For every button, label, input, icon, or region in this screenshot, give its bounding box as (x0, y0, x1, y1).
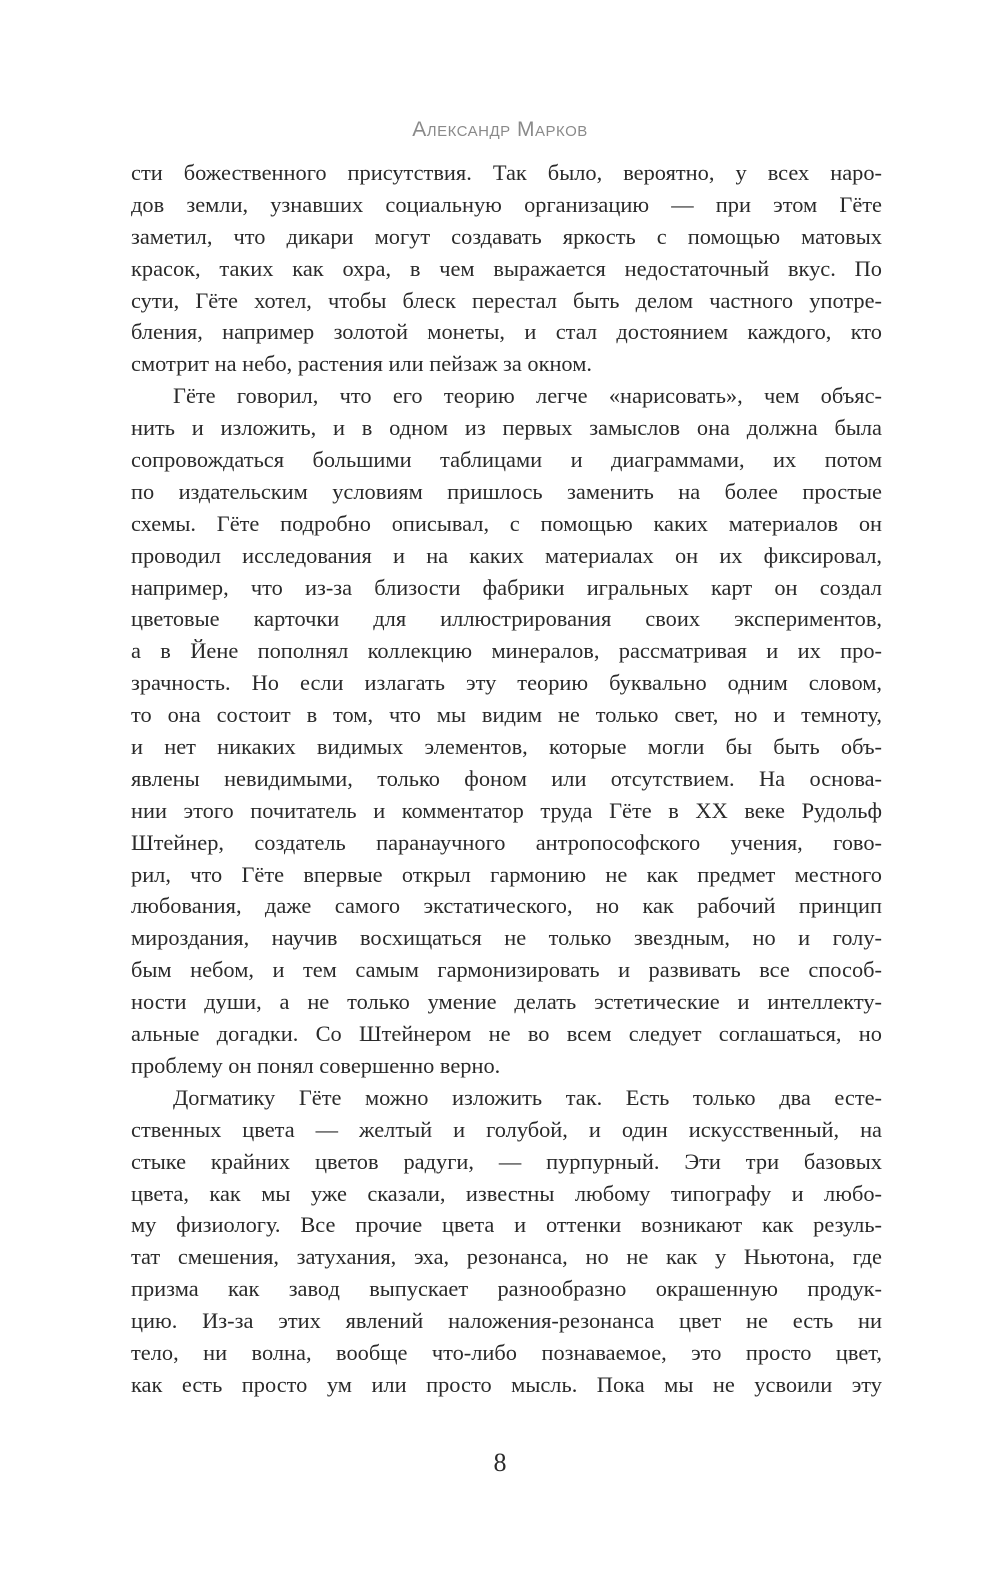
text-line: тат смешения, затухания, эха, резонанса, но не как у Ньютона, где (131, 1244, 882, 1270)
text-line: рил, что Гёте впервые открыл гармонию не как предмет местного (131, 861, 882, 887)
text-line: бления, например золотой монеты, и стал достоянием каждого, кто (131, 319, 882, 345)
text-line: красок, таких как охра, в чем выражается недостаточный вкус. По (131, 255, 882, 281)
text-line: смотрит на небо, растения или пейзаж за окном. (131, 351, 592, 377)
text-line: ственных цвета — желтый и голубой, и один искусственный, на (131, 1116, 882, 1142)
text-line: тело, ни волна, вообще что-либо познаваемое, это просто цвет, (131, 1339, 882, 1365)
text-line: по издательским условиям пришлось заменить на более простые (131, 478, 882, 504)
text-line: стыке крайних цветов радуги, — пурпурный. Эти три базовых (131, 1148, 882, 1174)
text-line: Штейнер, создатель паранаучного антропософского учения, гово- (131, 829, 882, 855)
text-line: заметил, что дикари могут создавать яркость с помощью матовых (131, 223, 882, 249)
text-line: Догматику Гёте можно изложить так. Есть только два есте- (173, 1084, 882, 1110)
text-line: ности души, а не только умение делать эстетические и интеллекту- (131, 989, 882, 1015)
text-line: проблему он понял совершенно верно. (131, 1052, 501, 1078)
text-line: то она состоит в том, что мы видим не только свет, но и темноту, (131, 702, 882, 728)
text-line: цию. Из-за этих явлений наложения-резонанса цвет не есть ни (131, 1308, 882, 1334)
text-line: цвета, как мы уже сказали, известны любому типографу и любо- (131, 1180, 882, 1206)
page-number: 8 (493, 1448, 507, 1477)
text-line: любования, даже самого экстатического, но как рабочий принцип (131, 893, 882, 919)
paragraph (131, 1082, 882, 1401)
text-line: мироздания, научив восхищаться не только звездным, но и голу- (131, 925, 882, 951)
text-line: цветовые карточки для иллюстрирования своих экспериментов, (131, 606, 882, 632)
text-line: и нет никаких видимых элементов, которые могли бы быть объ- (131, 734, 882, 760)
text-line: дов земли, узнавших социальную организацию — при этом Гёте (131, 191, 882, 217)
text-line: зрачность. Но если излагать эту теорию буквально одним словом, (131, 670, 882, 696)
text-line: например, что из-за близости фабрики игральных карт он создал (131, 574, 882, 600)
running-header: Александр Марков (412, 118, 588, 141)
text-line: сопровождаться большими таблицами и диаграммами, их потом (131, 447, 882, 473)
text-line: бым небом, и тем самым гармонизировать и развивать все способ- (131, 957, 882, 983)
body-text (131, 157, 882, 1401)
paragraph (131, 380, 882, 1082)
text-line: как есть просто ум или просто мысль. Пока мы не усвоили эту (131, 1371, 882, 1397)
text-line: му физиологу. Все прочие цвета и оттенки возникают как резуль- (131, 1212, 882, 1238)
text-line: сти божественного присутствия. Так было, вероятно, у всех наро- (131, 160, 882, 185)
text-line: а в Йене пополнял коллекцию минералов, рассматривая и их про- (131, 638, 882, 664)
text-line: Гёте говорил, что его теорию легче «нарисовать», чем объяс- (173, 383, 882, 409)
paragraph (131, 157, 882, 380)
text-line: явлены невидимыми, только фоном или отсутствием. На основа- (131, 765, 882, 791)
text-line: альные догадки. Со Штейнером не во всем следует соглашаться, но (131, 1021, 882, 1047)
text-line: призма как завод выпускает разнообразно окрашенную продук- (131, 1276, 882, 1302)
text-line: схемы. Гёте подробно описывал, с помощью каких материалов он (131, 510, 882, 536)
text-line: нии этого почитатель и комментатор труда Гёте в XX веке Рудольф (131, 797, 882, 823)
text-line: сути, Гёте хотел, чтобы блеск перестал быть делом частного употре- (131, 287, 882, 313)
text-line: нить и изложить, и в одном из первых замыслов она должна была (131, 415, 882, 441)
text-line: проводил исследования и на каких материалах он их фиксировал, (131, 542, 882, 568)
